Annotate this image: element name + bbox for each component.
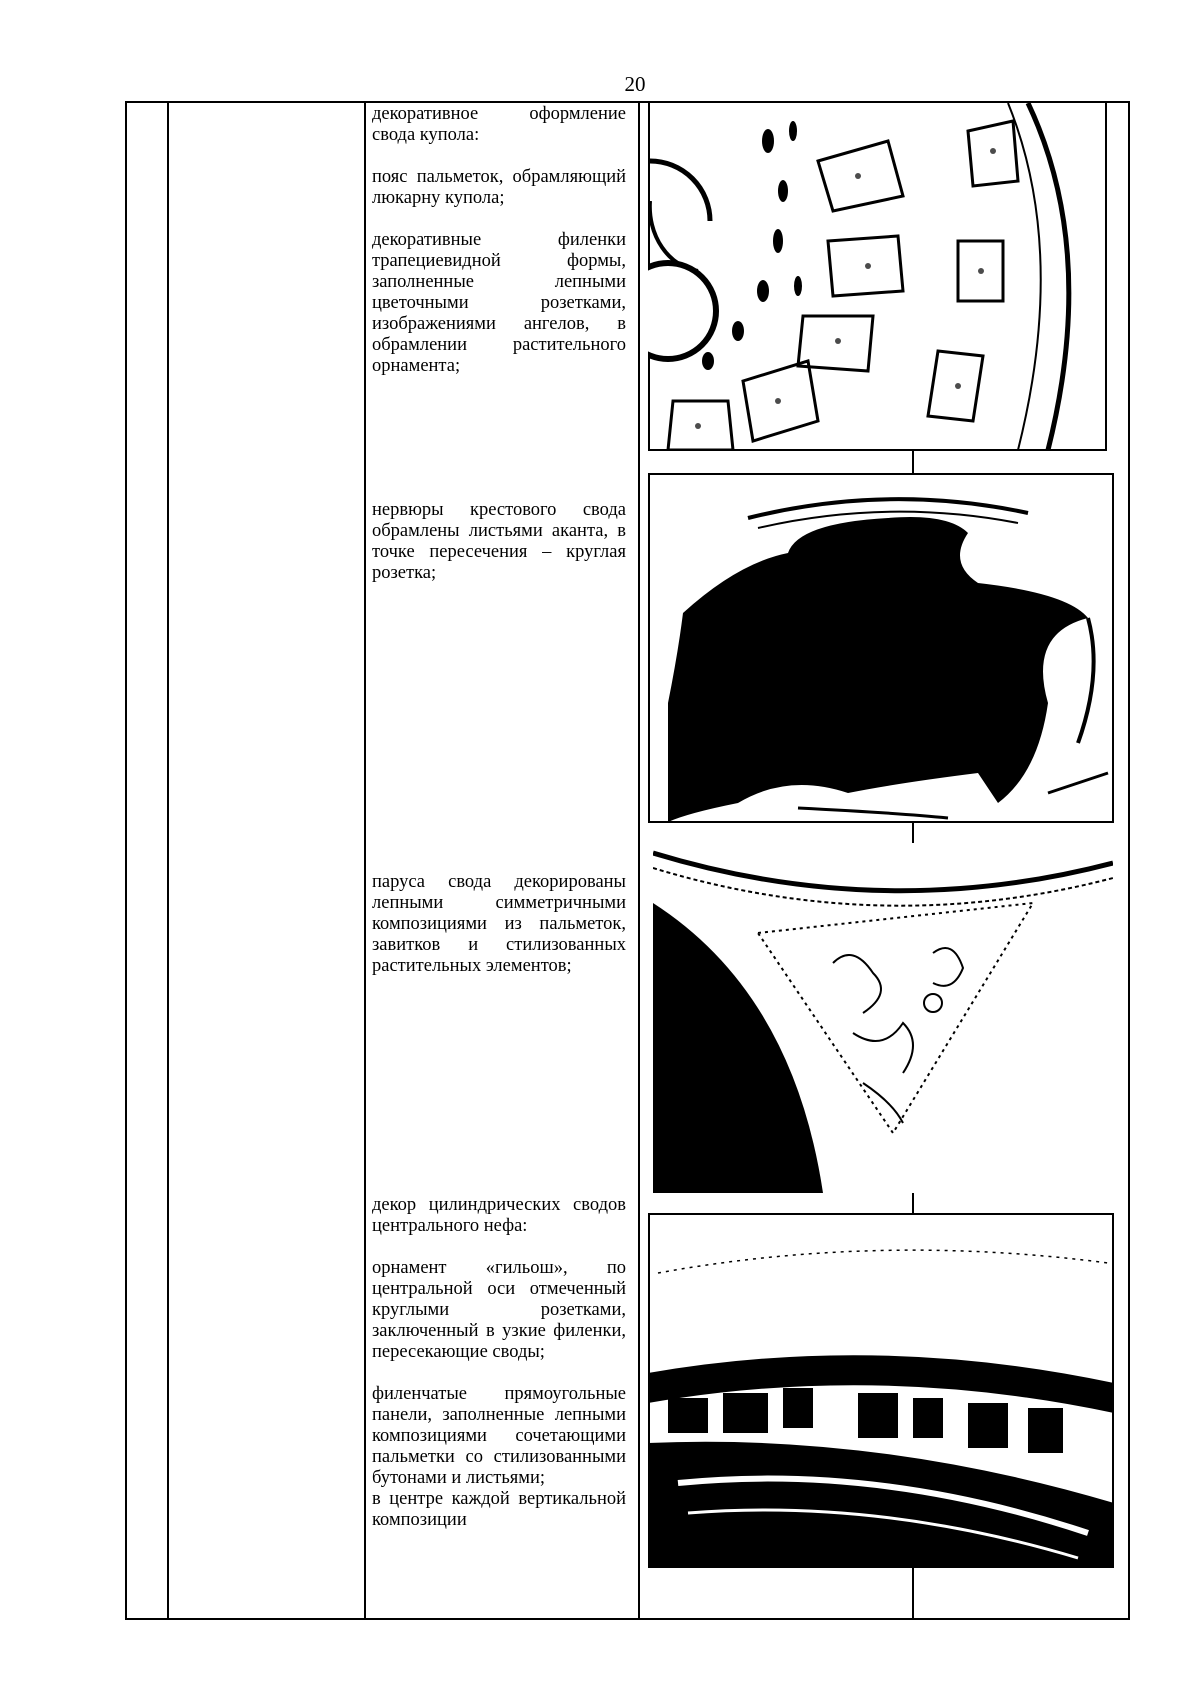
- page-number: 20: [624, 72, 646, 96]
- row-3-paragraph-1: паруса свода декорированы лепными симметричными композициями из пальметок, завитков и стилизованных растительных элементов;: [372, 872, 626, 976]
- photo-nave-vault: [648, 1213, 1114, 1568]
- row-1-text: [372, 104, 626, 377]
- photo-pendentive: [653, 843, 1113, 1193]
- row-1-paragraph-1: декоративное оформление свода купола:: [372, 104, 626, 145]
- row-4-text: [372, 1195, 626, 1531]
- row-2-text: [372, 500, 626, 584]
- column-divider-3: [638, 103, 640, 1618]
- row-3-text: [372, 872, 626, 977]
- row-1-paragraph-2: пояс пальметок, обрамляющий люкарну купола;: [372, 167, 626, 208]
- column-divider-1: [167, 103, 169, 1618]
- row-4-paragraph-1: декор цилиндрических сводов центрального нефа:: [372, 1195, 626, 1236]
- row-1-paragraph-3: декоративные филенки трапециевидной формы, заполненные лепными цветочными розетками, изображениями ангелов, в обрамлении растительного орнамента;: [372, 230, 626, 376]
- row-4-paragraph-3: филенчатые прямоугольные панели, заполненные лепными композициями сочетающими пальметки со стилизованными бутонами и листьями;: [372, 1384, 626, 1488]
- row-2-paragraph-1: нервюры крестового свода обрамлены листьями аканта, в точке пересечения – круглая розетка;: [372, 500, 626, 583]
- photo-cross-vault: [648, 473, 1114, 823]
- photo-dome-vault: [648, 101, 1107, 451]
- row-4-paragraph-4: в центре каждой вертикальной композиции: [372, 1489, 626, 1530]
- row-4-paragraph-2: орнамент «гильош», по центральной оси отмеченный круглыми розетками, заключенный в узкие филенки, пересекающие своды;: [372, 1258, 626, 1362]
- column-divider-2: [364, 103, 366, 1618]
